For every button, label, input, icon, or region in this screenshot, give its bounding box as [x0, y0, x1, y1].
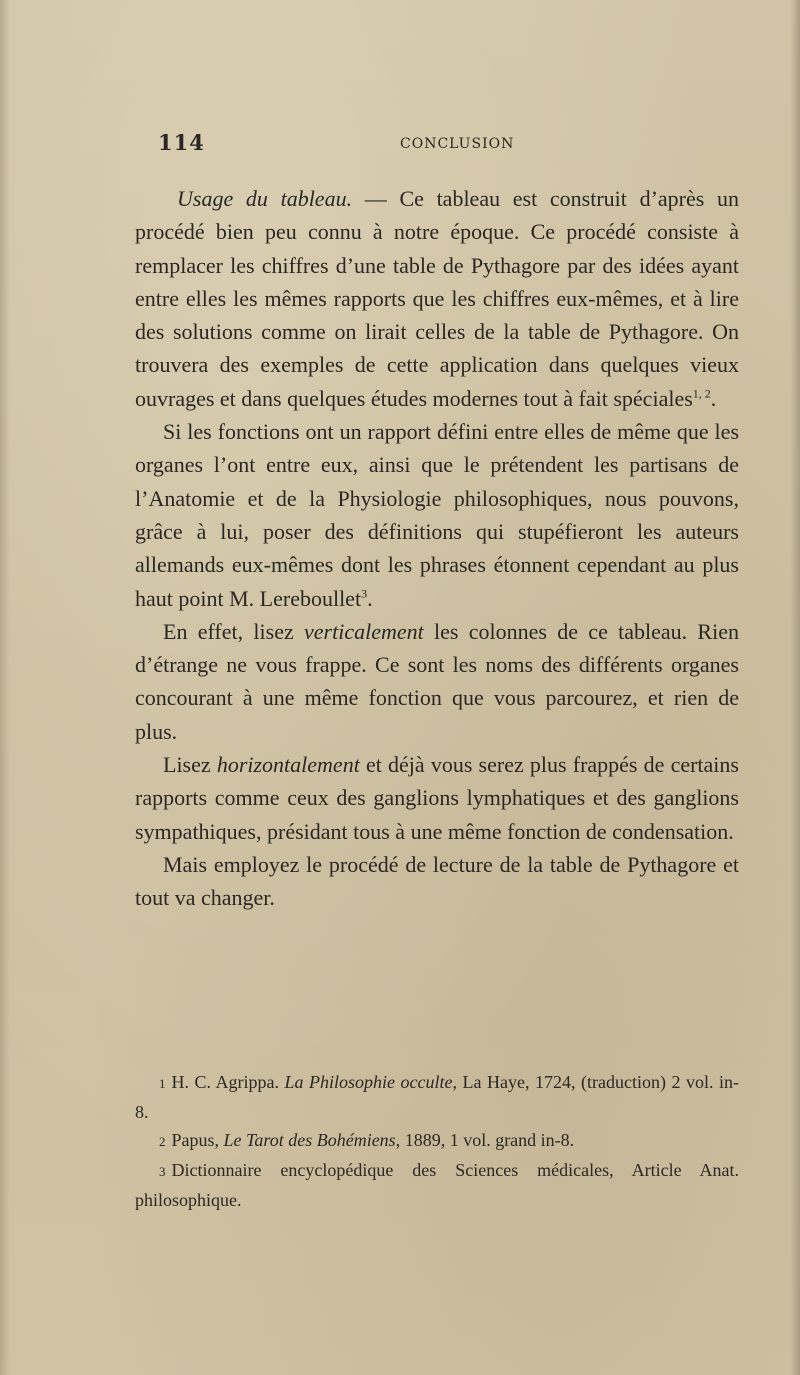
footnote-refs: 1, 2 [692, 386, 711, 401]
footnote-text: , La Haye, 1724, (traduction) 2 vol. in-8. [135, 1072, 740, 1122]
paragraph-text: et déjà vous serez plus frappés de certains rapports comme ceux des ganglions lymphatiques et des ganglions sympathiques, présidant tous à une même fonction de condensation. [135, 752, 739, 844]
paragraph-text: Si les fonctions ont un rapport défini entre elles de même que les organes l’ont entre eux, ainsi que le prétendent les partisans de l’Anatomie et de la Physiologie philosophiques, nous pouvons, grâce à lui, poser des définitions qui stupéfieront les auteurs allemands eux-mêmes dont les phrases étonnent cependant au plus haut point M. Lereboullet [135, 419, 739, 611]
paragraph-functions [135, 415, 739, 615]
main-text [135, 182, 739, 915]
paragraph-vertical [135, 615, 739, 748]
running-head [158, 130, 758, 160]
footnote-mark: 1 [159, 1076, 166, 1091]
paragraph-text: — Ce tableau est construit d’après un procédé bien peu connu à notre époque. Ce procédé consiste à remplacer les chiffres d’une table de Pythagore par des idées ayant entre elles les mêmes rapports que les chiffres eux-mêmes, et à lire des solutions comme on lirait celles de la table de Pythagore. On trouvera des exemples de cette application dans quelques vieux ouvrages et dans quelques études modernes tout à fait spéciales [135, 186, 739, 411]
paragraph-pythagore [135, 848, 739, 915]
book-title: Le Tarot des Bohémiens [223, 1130, 396, 1150]
footnote-mark: 2 [159, 1134, 166, 1149]
footnote-1 [135, 1068, 739, 1126]
page-right-shadow [790, 0, 800, 1375]
emphasis: verticalement [304, 618, 424, 644]
paragraph-usage [135, 182, 739, 415]
page-left-shadow [0, 0, 10, 1375]
paragraph-horizontal [135, 748, 739, 848]
footnote-mark: 3 [159, 1164, 166, 1179]
section-heading: Usage du tableau. [177, 186, 353, 211]
footnote-text: , 1889, 1 vol. grand in-8. [395, 1130, 575, 1150]
footnote-3 [135, 1156, 739, 1214]
footnote-text: Dictionnaire encyclopédique des Sciences médicales, Article Anat. philosophique. [135, 1160, 739, 1210]
book-title: La Philosophie occulte [284, 1072, 453, 1092]
paragraph-text: Lisez [163, 752, 217, 778]
paragraph-text: les colonnes de ce tableau. Rien d’étrange ne vous frappe. Ce sont les noms des différents organes concourant à une même fonction que vous parcourez, et rien de plus. [135, 618, 739, 744]
paragraph-text: Mais employez le procédé de lecture de la table de Pythagore et tout va changer. [135, 851, 739, 911]
footnote-text: Papus, [171, 1130, 224, 1150]
emphasis: horizontalement [216, 752, 360, 778]
paragraph-text: En effet, lisez [163, 618, 305, 644]
paragraph-end: . [710, 385, 717, 411]
footnote-2 [135, 1126, 739, 1156]
page-number: 114 [158, 130, 205, 155]
footnote-ref: 3 [361, 586, 368, 601]
footnote-text: H. C. Agrippa. [171, 1072, 285, 1092]
running-title: CONCLUSION [400, 136, 515, 152]
paragraph-end: . [367, 585, 373, 611]
footnotes [135, 1068, 739, 1214]
